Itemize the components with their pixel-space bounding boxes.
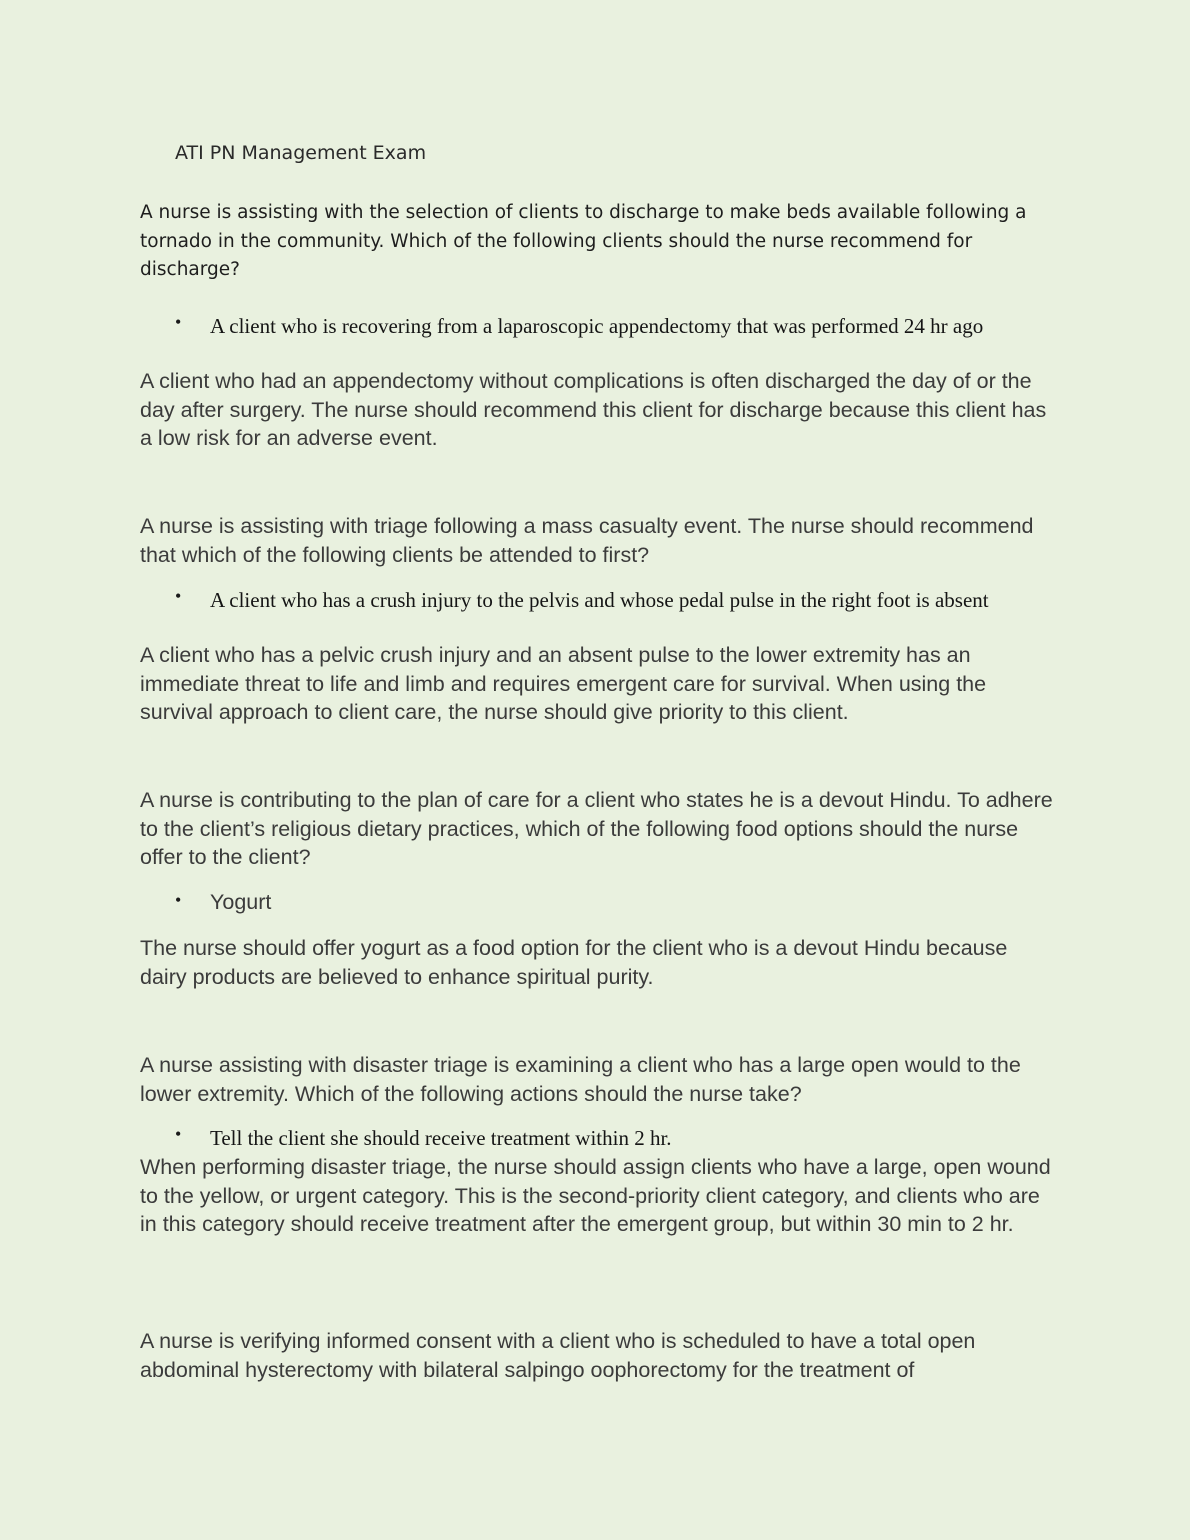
question-1-answer (175, 312, 1045, 341)
question-2-rationale: A client who has a pelvic crush injury and an absent pulse to the lower extremity has an immediate threat to life and limb and requires emergent care for survival. When using the survival approach to client care, the nurse should give priority to this client. (140, 643, 987, 725)
question-3-answer (175, 888, 1045, 917)
answer-text: A client who has a crush injury to the pelvis and whose pedal pulse in the right foot is absent (210, 588, 989, 612)
question-3-rationale: The nurse should offer yogurt as a food option for the client who is a devout Hindu because dairy products are believed to enhance spiritual purity. (140, 936, 1008, 989)
document-title: ATI PN Management Exam (175, 142, 427, 164)
question-2-text: A nurse is assisting with triage following a mass casualty event. The nurse should recommend that which of the following clients be attended to first? (140, 514, 1034, 567)
question-1-text: A nurse is assisting with the selection of clients to discharge to make beds available following a tornado in the community. Which of the following clients should the nurse recommend for discharge? (140, 202, 1027, 280)
answer-text: Tell the client she should receive treatment within 2 hr. (210, 1126, 672, 1150)
question-4-rationale: When performing disaster triage, the nurse should assign clients who have a large, open wound to the yellow, or urgent category. This is the second-priority client category, and clients who are in this category should receive treatment after the emergent group, but within 30 min to 2 hr. (140, 1155, 1051, 1237)
question-1-rationale: A client who had an appendectomy without complications is often discharged the day of or the day after surgery. The nurse should recommend this client for discharge because this client has a low risk for an adverse event. (140, 369, 1047, 451)
question-5-text: A nurse is verifying informed consent with a client who is scheduled to have a total open abdominal hysterectomy with bilateral salpingo oophorectomy for the treatment of (140, 1329, 976, 1382)
question-3-text: A nurse is contributing to the plan of care for a client who states he is a devout Hindu. To adhere to the client’s religious dietary practices, which of the following food options should the nurse offer to the client? (140, 788, 1053, 870)
bullet-icon: • (175, 312, 182, 332)
answer-text: A client who is recovering from a laparoscopic appendectomy that was performed 24 hr ago (210, 314, 984, 338)
question-2-answer (175, 586, 1045, 615)
question-4-text: A nurse assisting with disaster triage is examining a client who has a large open would to the lower extremity. Which of the following actions should the nurse take? (140, 1053, 1021, 1106)
bullet-icon: • (175, 586, 182, 606)
question-4-answer (175, 1124, 1045, 1153)
bullet-icon: • (175, 1124, 182, 1144)
answer-text: Yogurt (210, 890, 272, 914)
bullet-icon: • (175, 890, 182, 910)
